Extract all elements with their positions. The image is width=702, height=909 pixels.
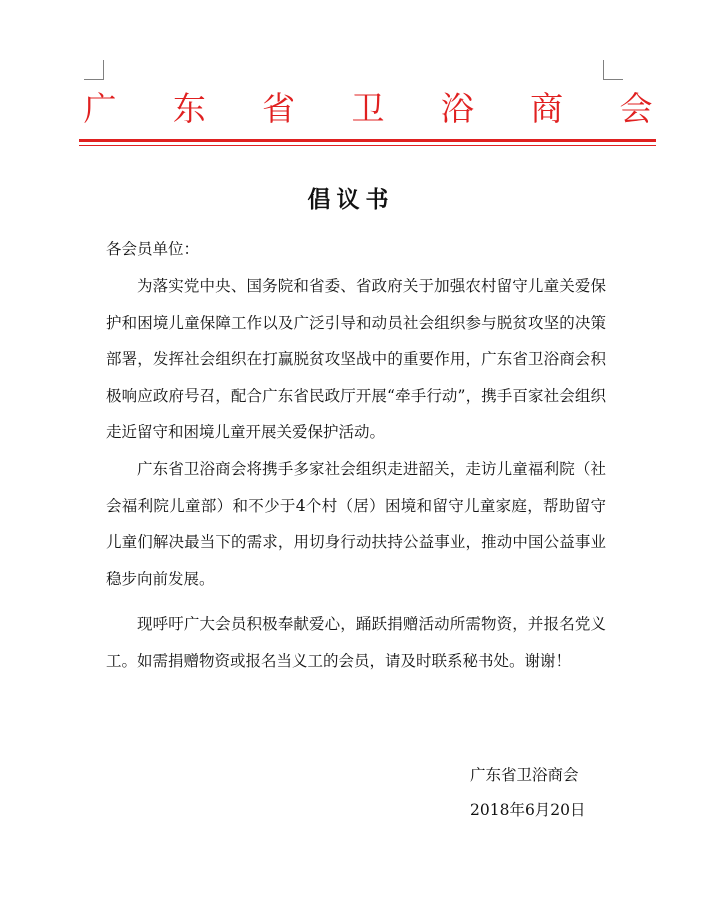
letterhead-rule-thin	[79, 145, 656, 146]
letterhead-char: 浴	[440, 89, 474, 128]
body-paragraph-1: 为落实党中央、国务院和省委、省政府关于加强农村留守儿童关爱保护和困境儿童保障工作以及广泛引导和动员社会组织参与脱贫攻坚的决策部署，发挥社会组织在打赢脱贫攻坚战中的重要作用，广东省卫浴商会积极响应政府号召，配合广东省民政厅开展“牵手行动”，携手百家社会组织走近留守和困境儿童开展关爱保护活动。	[106, 277, 606, 441]
letterhead-char: 省	[262, 89, 296, 128]
document-title: 倡议书	[307, 187, 395, 213]
letterhead-char: 广	[83, 89, 117, 128]
letterhead-char: 卫	[351, 89, 385, 128]
body-paragraph-2: 广东省卫浴商会将携手多家社会组织走进韶关，走访儿童福利院（社会福利院儿童部）和不少于4个村（居）困境和留守儿童家庭，帮助留守儿童们解决最当下的需求，用切身行动扶持公益事业，推动中国公益事业稳步向前发展。	[106, 460, 606, 588]
letterhead-char: 会	[619, 89, 653, 128]
page-corner-mark-top-right	[603, 60, 623, 80]
body-paragraph-3: 现呼吁广大会员积极奉献爱心，踊跃捐赠活动所需物资，并报名党义工。如需捐赠物资或报名当义工的会员，请及时联系秘书处。谢谢！	[106, 615, 606, 670]
page-corner-mark-top-left	[84, 60, 104, 80]
letterhead-rule-thick	[79, 139, 656, 142]
salutation: 各会员单位：	[106, 240, 200, 258]
signature-date: 2018年6月20日	[470, 801, 586, 819]
letterhead-char: 东	[172, 89, 206, 128]
letterhead	[80, 86, 656, 132]
signature-organization: 广东省卫浴商会	[470, 766, 579, 784]
letterhead-char: 商	[530, 89, 564, 128]
